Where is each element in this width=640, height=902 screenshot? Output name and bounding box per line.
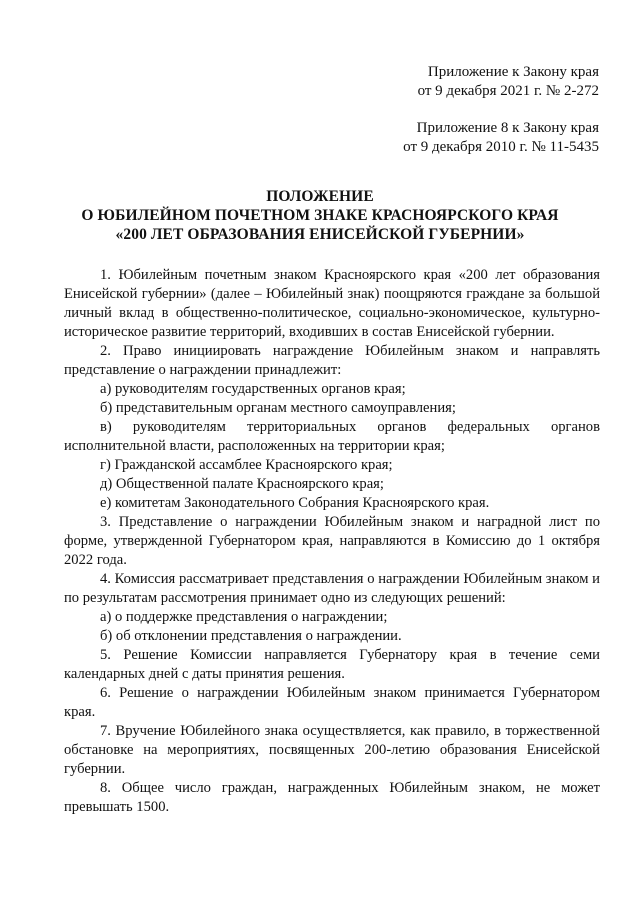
paragraph-1: 1. Юбилейным почетным знаком Красноярского края «200 лет образования Енисейской губернии» (далее – Юбилейный знак) поощряются граждане за большой личный вклад в общественно-политическое, социально-экономическое, культурно-историческое развитие территорий, входивших в состав Енисейской губернии. bbox=[64, 267, 600, 340]
list-item-f: е) комитетам Законодательного Собрания Красноярского края. bbox=[100, 495, 490, 511]
list-item-d: г) Гражданской ассамблее Красноярского края; bbox=[100, 457, 393, 473]
title-line-3: «200 ЛЕТ ОБРАЗОВАНИЯ ЕНИСЕЙСКОЙ ГУБЕРНИИ» bbox=[115, 226, 525, 243]
decision-item-a: а) о поддержке представления о награждении; bbox=[100, 609, 388, 625]
list-item-b: б) представительным органам местного самоуправления; bbox=[100, 400, 456, 416]
appendix-header-current bbox=[418, 63, 599, 101]
paragraph-2: 2. Право инициировать награждение Юбилейным знаком и направлять представление о награждении принадлежит: bbox=[64, 343, 600, 378]
list-item-e: д) Общественной палате Красноярского края; bbox=[100, 476, 384, 492]
list-item-a: а) руководителям государственных органов края; bbox=[100, 381, 406, 397]
paragraph-3: 3. Представление о награждении Юбилейным знаком и наградной лист по форме, утвержденной Губернатором края, направляются в Комиссию до 1 октября 2022 года. bbox=[64, 514, 600, 568]
document-title bbox=[60, 187, 580, 244]
appendix-date-line: от 9 декабря 2021 г. № 2-272 bbox=[417, 83, 599, 99]
appendix-header-original bbox=[403, 119, 599, 157]
appendix-line: Приложение к Закону края bbox=[427, 64, 599, 80]
paragraph-4: 4. Комиссия рассматривает представления о награждении Юбилейным знаком и по результатам рассмотрения принимает одно из следующих решений: bbox=[64, 571, 600, 606]
document-body bbox=[64, 266, 600, 817]
paragraph-8: 8. Общее число граждан, награжденных Юбилейным знаком, не может превышать 1500. bbox=[64, 780, 600, 815]
title-line-2: О ЮБИЛЕЙНОМ ПОЧЕТНОМ ЗНАКЕ КРАСНОЯРСКОГО КРАЯ bbox=[81, 207, 559, 224]
appendix-date-line: от 9 декабря 2010 г. № 11-5435 bbox=[403, 139, 599, 155]
appendix-line: Приложение 8 к Закону края bbox=[416, 120, 599, 136]
paragraph-7: 7. Вручение Юбилейного знака осуществляется, как правило, в торжественной обстановке на мероприятиях, посвященных 200-летию образования Енисейской губернии. bbox=[64, 723, 600, 777]
paragraph-6: 6. Решение о награждении Юбилейным знаком принимается Губернатором края. bbox=[64, 685, 600, 720]
paragraph-5: 5. Решение Комиссии направляется Губернатору края в течение семи календарных дней с даты принятия решения. bbox=[64, 647, 600, 682]
title-line-1: ПОЛОЖЕНИЕ bbox=[266, 188, 374, 205]
decision-item-b: б) об отклонении представления о награждении. bbox=[100, 628, 402, 644]
list-item-c: в) руководителям территориальных органов федеральных органов исполнительной власти, расположенных на территории края; bbox=[64, 419, 600, 454]
